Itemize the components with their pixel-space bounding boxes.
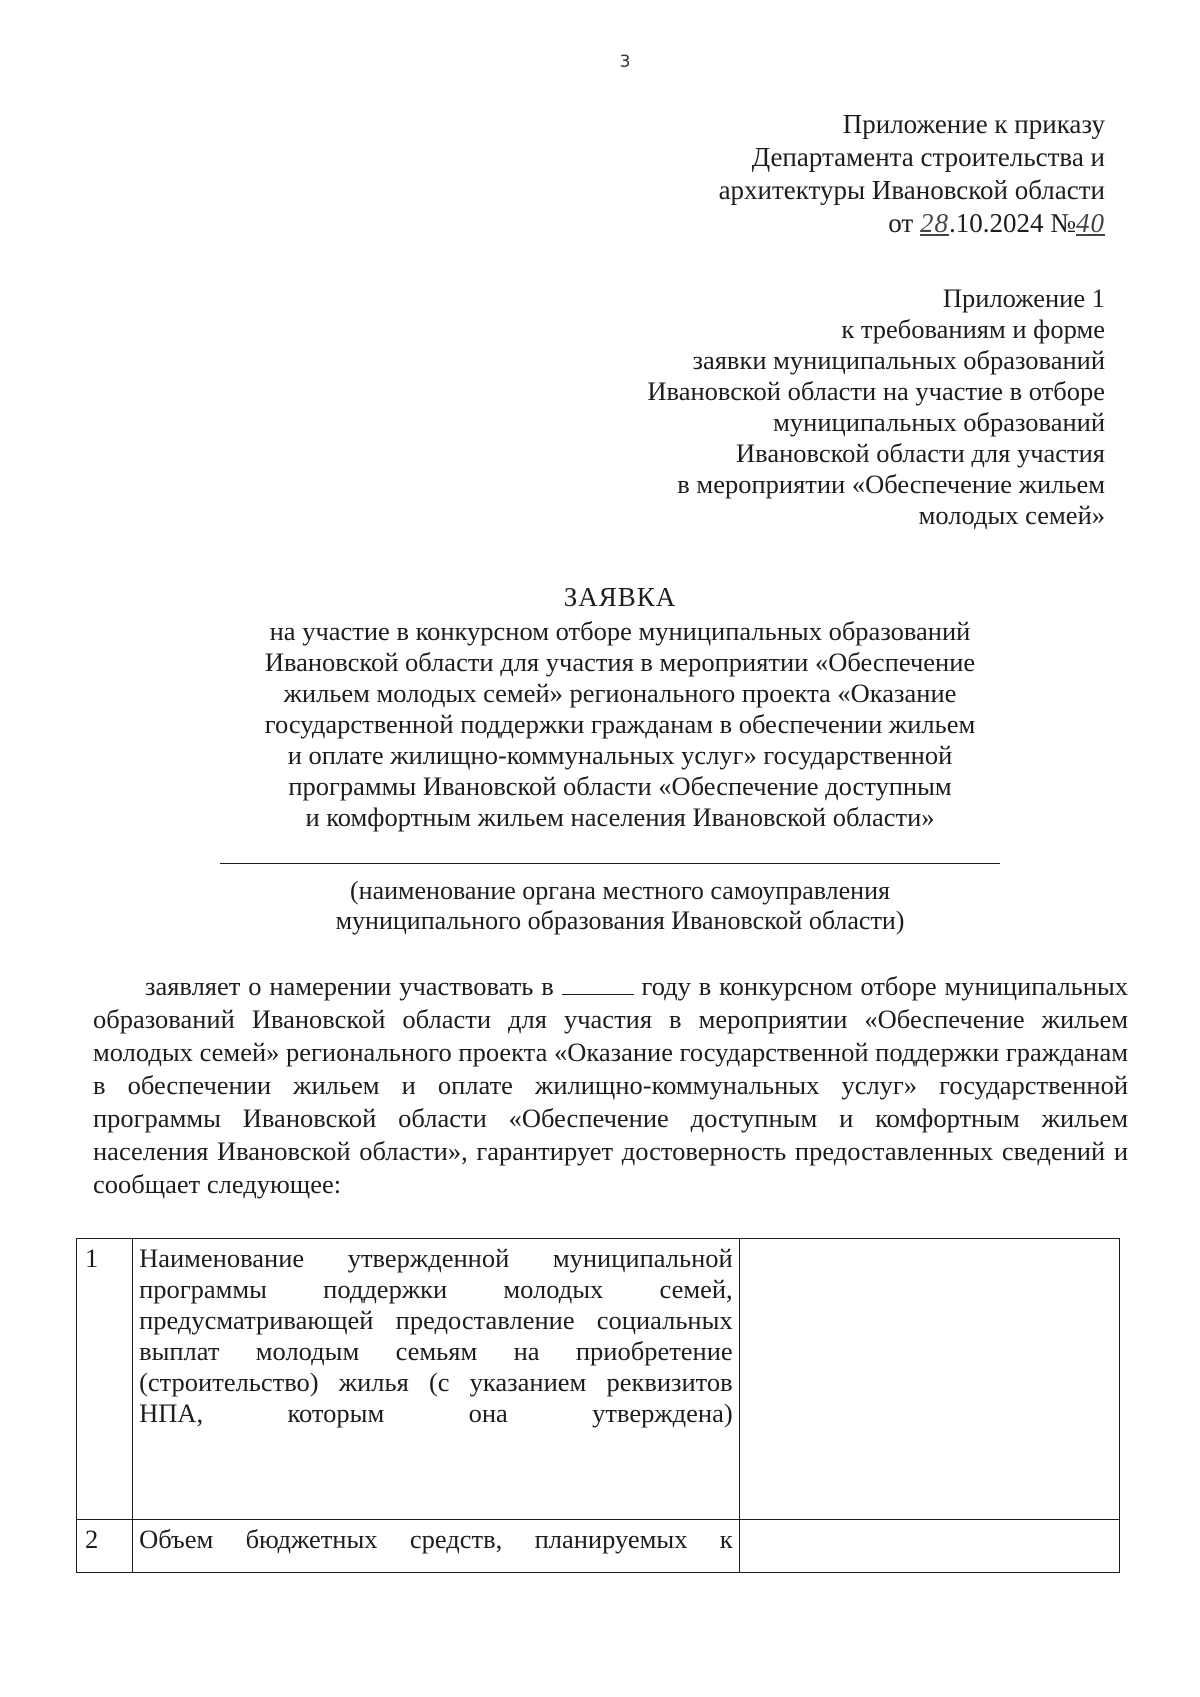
row-number: 1 (77, 1239, 133, 1520)
annex-line: в мероприятии «Обеспечение жильем (677, 469, 1105, 499)
document-title: ЗАЯВКА (563, 582, 677, 612)
date-rest: .10.2024 № (948, 208, 1076, 238)
year-blank[interactable] (562, 974, 634, 995)
row-number: 2 (77, 1520, 133, 1573)
approval-line: Департамента строительства и (751, 142, 1105, 172)
approval-stamp-block (485, 108, 1105, 240)
row-description: Наименование утвержденной муниципальной программы поддержки молодых семей, предусматривающей предоставление социальных выплат молодым семьям на приобретение (строительство) жилья (с указанием реквизитов НПА, которым она утверждена) (133, 1239, 740, 1520)
title-line: государственной поддержки гражданам в обеспечении жильем (264, 709, 976, 739)
annex-line: молодых семей» (918, 500, 1105, 530)
annex-heading-block (485, 283, 1105, 531)
information-table (76, 1238, 1120, 1573)
table-row (77, 1239, 1120, 1520)
annex-line: Приложение 1 (942, 283, 1105, 313)
statement-text-rest: году в конкурсном отборе муниципальных образований Ивановской области для участия в мероприятии «Обеспечение жильем молодых семей» регионального проекта «Оказание государственной поддержки гражданам в обеспечении жильем и оплате жилищно-коммунальных услуг» государственной программы Ивановской области «Обеспечение доступным и комфортным жильем населения Ивановской области», гарантирует достоверность предоставленных сведений и сообщает следующее: (93, 971, 1128, 1199)
title-line: жильем молодых семей» регионального проекта «Оказание (283, 678, 957, 708)
caption-line: муниципального образования Ивановской области) (335, 906, 905, 935)
title-line: и комфортным жильем населения Ивановской области» (305, 802, 935, 832)
caption-line: (наименование органа местного самоуправления (350, 876, 890, 905)
annex-line: муниципальных образований (773, 407, 1105, 437)
statement-text-start: заявляет о намерении участвовать в (145, 971, 562, 1001)
approval-date-line (485, 207, 1105, 240)
title-line: на участие в конкурсном отборе муниципальных образований (269, 616, 971, 646)
page-number: 3 (619, 52, 631, 72)
row-value-cell[interactable] (739, 1520, 1119, 1573)
date-prefix: от (888, 208, 920, 238)
annex-line: к требованиям и форме (841, 314, 1105, 344)
application-title-block (145, 582, 1095, 833)
handwritten-order-number: 40 (1076, 208, 1105, 238)
annex-line: заявки муниципальных образований (692, 345, 1105, 375)
title-line: программы Ивановской области «Обеспечение доступным (288, 771, 952, 801)
handwritten-day: 28 (919, 208, 949, 238)
row-value-cell[interactable] (739, 1239, 1119, 1520)
row-description: Объем бюджетных средств, планируемых к (133, 1520, 740, 1573)
approval-line: Приложение к приказу (842, 109, 1105, 139)
annex-line: Ивановской области для участия (736, 438, 1105, 468)
blank-caption (200, 876, 1040, 936)
table-row (77, 1520, 1120, 1573)
statement-paragraph (93, 970, 1128, 1201)
title-line: и оплате жилищно-коммунальных услуг» государственной (287, 740, 953, 770)
annex-line: Ивановской области на участие в отборе (647, 376, 1105, 406)
approval-line: архитектуры Ивановской области (718, 175, 1105, 205)
organization-name-blank[interactable] (220, 863, 1000, 864)
title-line: Ивановской области для участия в мероприятии «Обеспечение (264, 647, 976, 677)
